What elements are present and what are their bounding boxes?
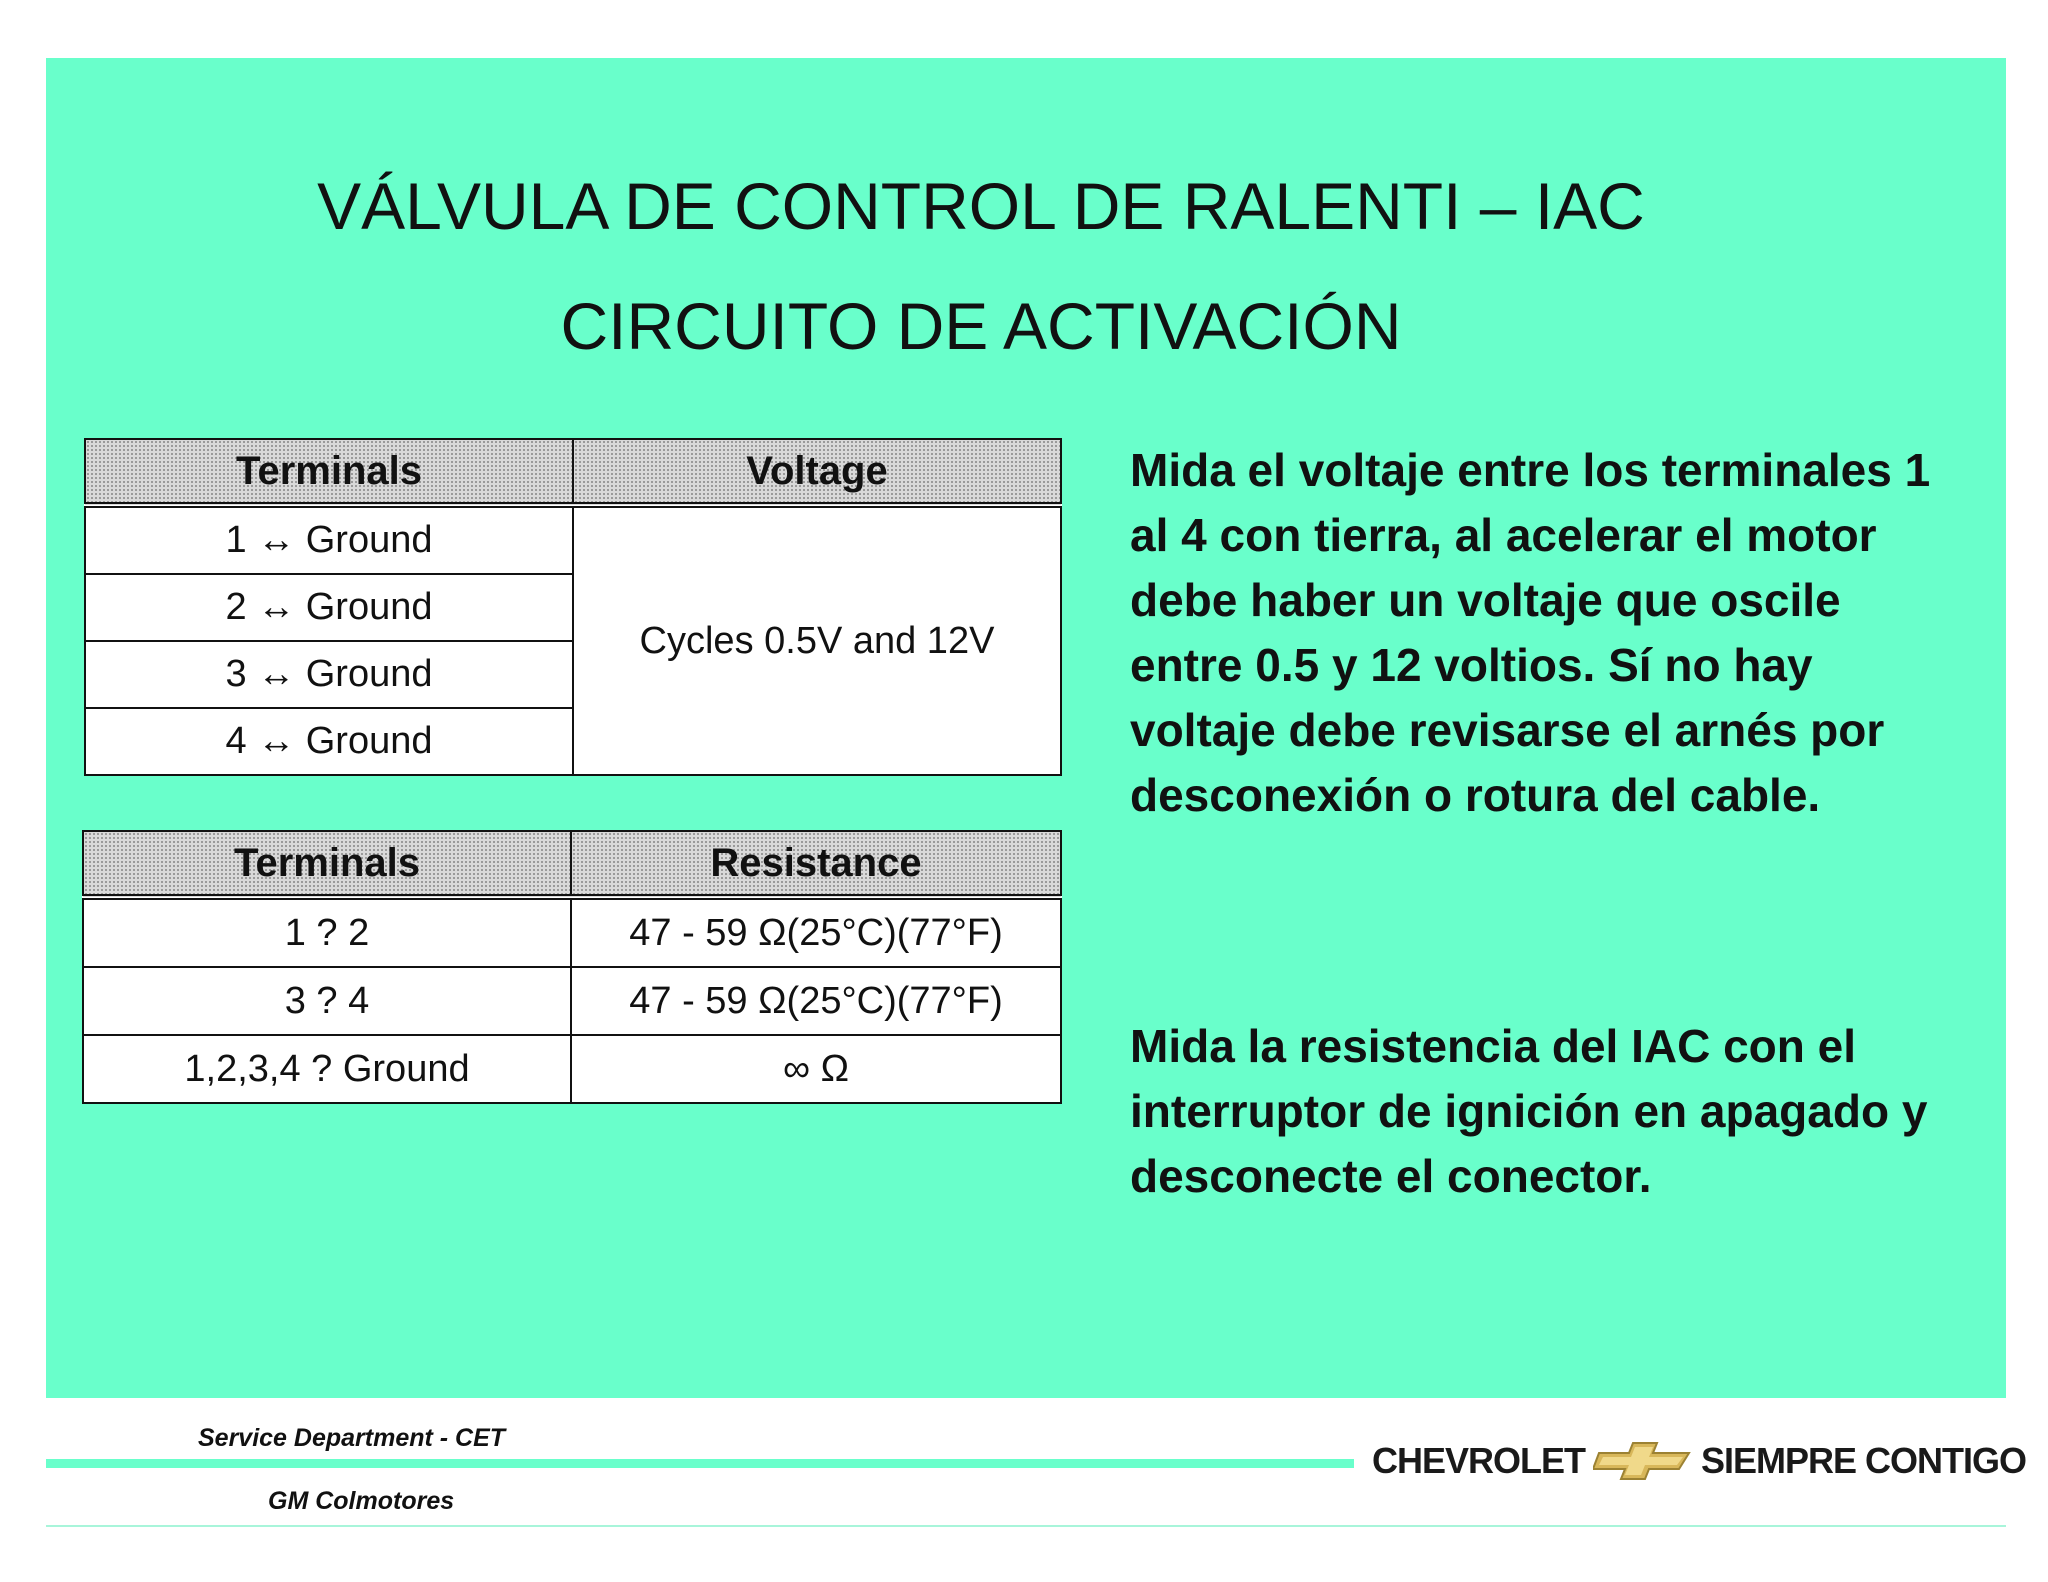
resistance-table-header-terminals: Terminals [83, 831, 571, 897]
chevrolet-logo [1372, 1436, 2026, 1486]
logo-brand-right: SIEMPRE CONTIGO [1701, 1440, 2027, 1481]
table-row [83, 1035, 1061, 1103]
terminal-cell: 1 ? 2 [83, 897, 571, 967]
slide-subtitle: CIRCUITO DE ACTIVACIÓN [560, 289, 1402, 363]
footer-divider [46, 1459, 1354, 1468]
resistance-table-header-resistance: Resistance [571, 831, 1061, 897]
resistance-cell: 47 - 59 Ω(25°C)(77°F) [571, 897, 1061, 967]
voltage-table-header-voltage: Voltage [573, 439, 1061, 505]
terminal-cell: 3 ↔ Ground [85, 641, 573, 708]
slide-title: VÁLVULA DE CONTROL DE RALENTI – IAC [317, 169, 1645, 243]
table-row [83, 967, 1061, 1035]
voltage-table [84, 438, 1062, 776]
resistance-cell: ∞ Ω [571, 1035, 1061, 1103]
resistance-instruction: Mida la resistencia del IAC con el interruptor de ignición en apagado y desconecte el conector. [1130, 1020, 1928, 1202]
resistance-cell: 47 - 59 Ω(25°C)(77°F) [571, 967, 1061, 1035]
voltage-table-header-terminals: Terminals [85, 439, 573, 505]
terminal-cell: 3 ? 4 [83, 967, 571, 1035]
logo-brand-left: CHEVROLET [1372, 1440, 1586, 1481]
voltage-instruction: Mida el voltaje entre los terminales 1 al 4 con tierra, al acelerar el motor debe haber un voltaje que oscile entre 0.5 y 12 voltios. Sí no hay voltaje debe revisarse el arnés por desconexión o rotura del cable. [1130, 444, 1931, 821]
terminal-cell: 2 ↔ Ground [85, 574, 573, 641]
table-row [83, 897, 1061, 967]
resistance-table [82, 830, 1062, 1104]
terminal-cell: 1 ↔ Ground [85, 505, 573, 574]
footer-company: GM Colmotores [268, 1487, 455, 1515]
voltage-value-cell: Cycles 0.5V and 12V [573, 505, 1061, 775]
table-row [85, 505, 1061, 574]
terminal-cell: 4 ↔ Ground [85, 708, 573, 775]
terminal-cell: 1,2,3,4 ? Ground [83, 1035, 571, 1103]
chevrolet-bowtie-icon [1593, 1439, 1693, 1483]
footer-divider-thin [46, 1525, 2006, 1527]
footer-department: Service Department - CET [198, 1424, 506, 1452]
